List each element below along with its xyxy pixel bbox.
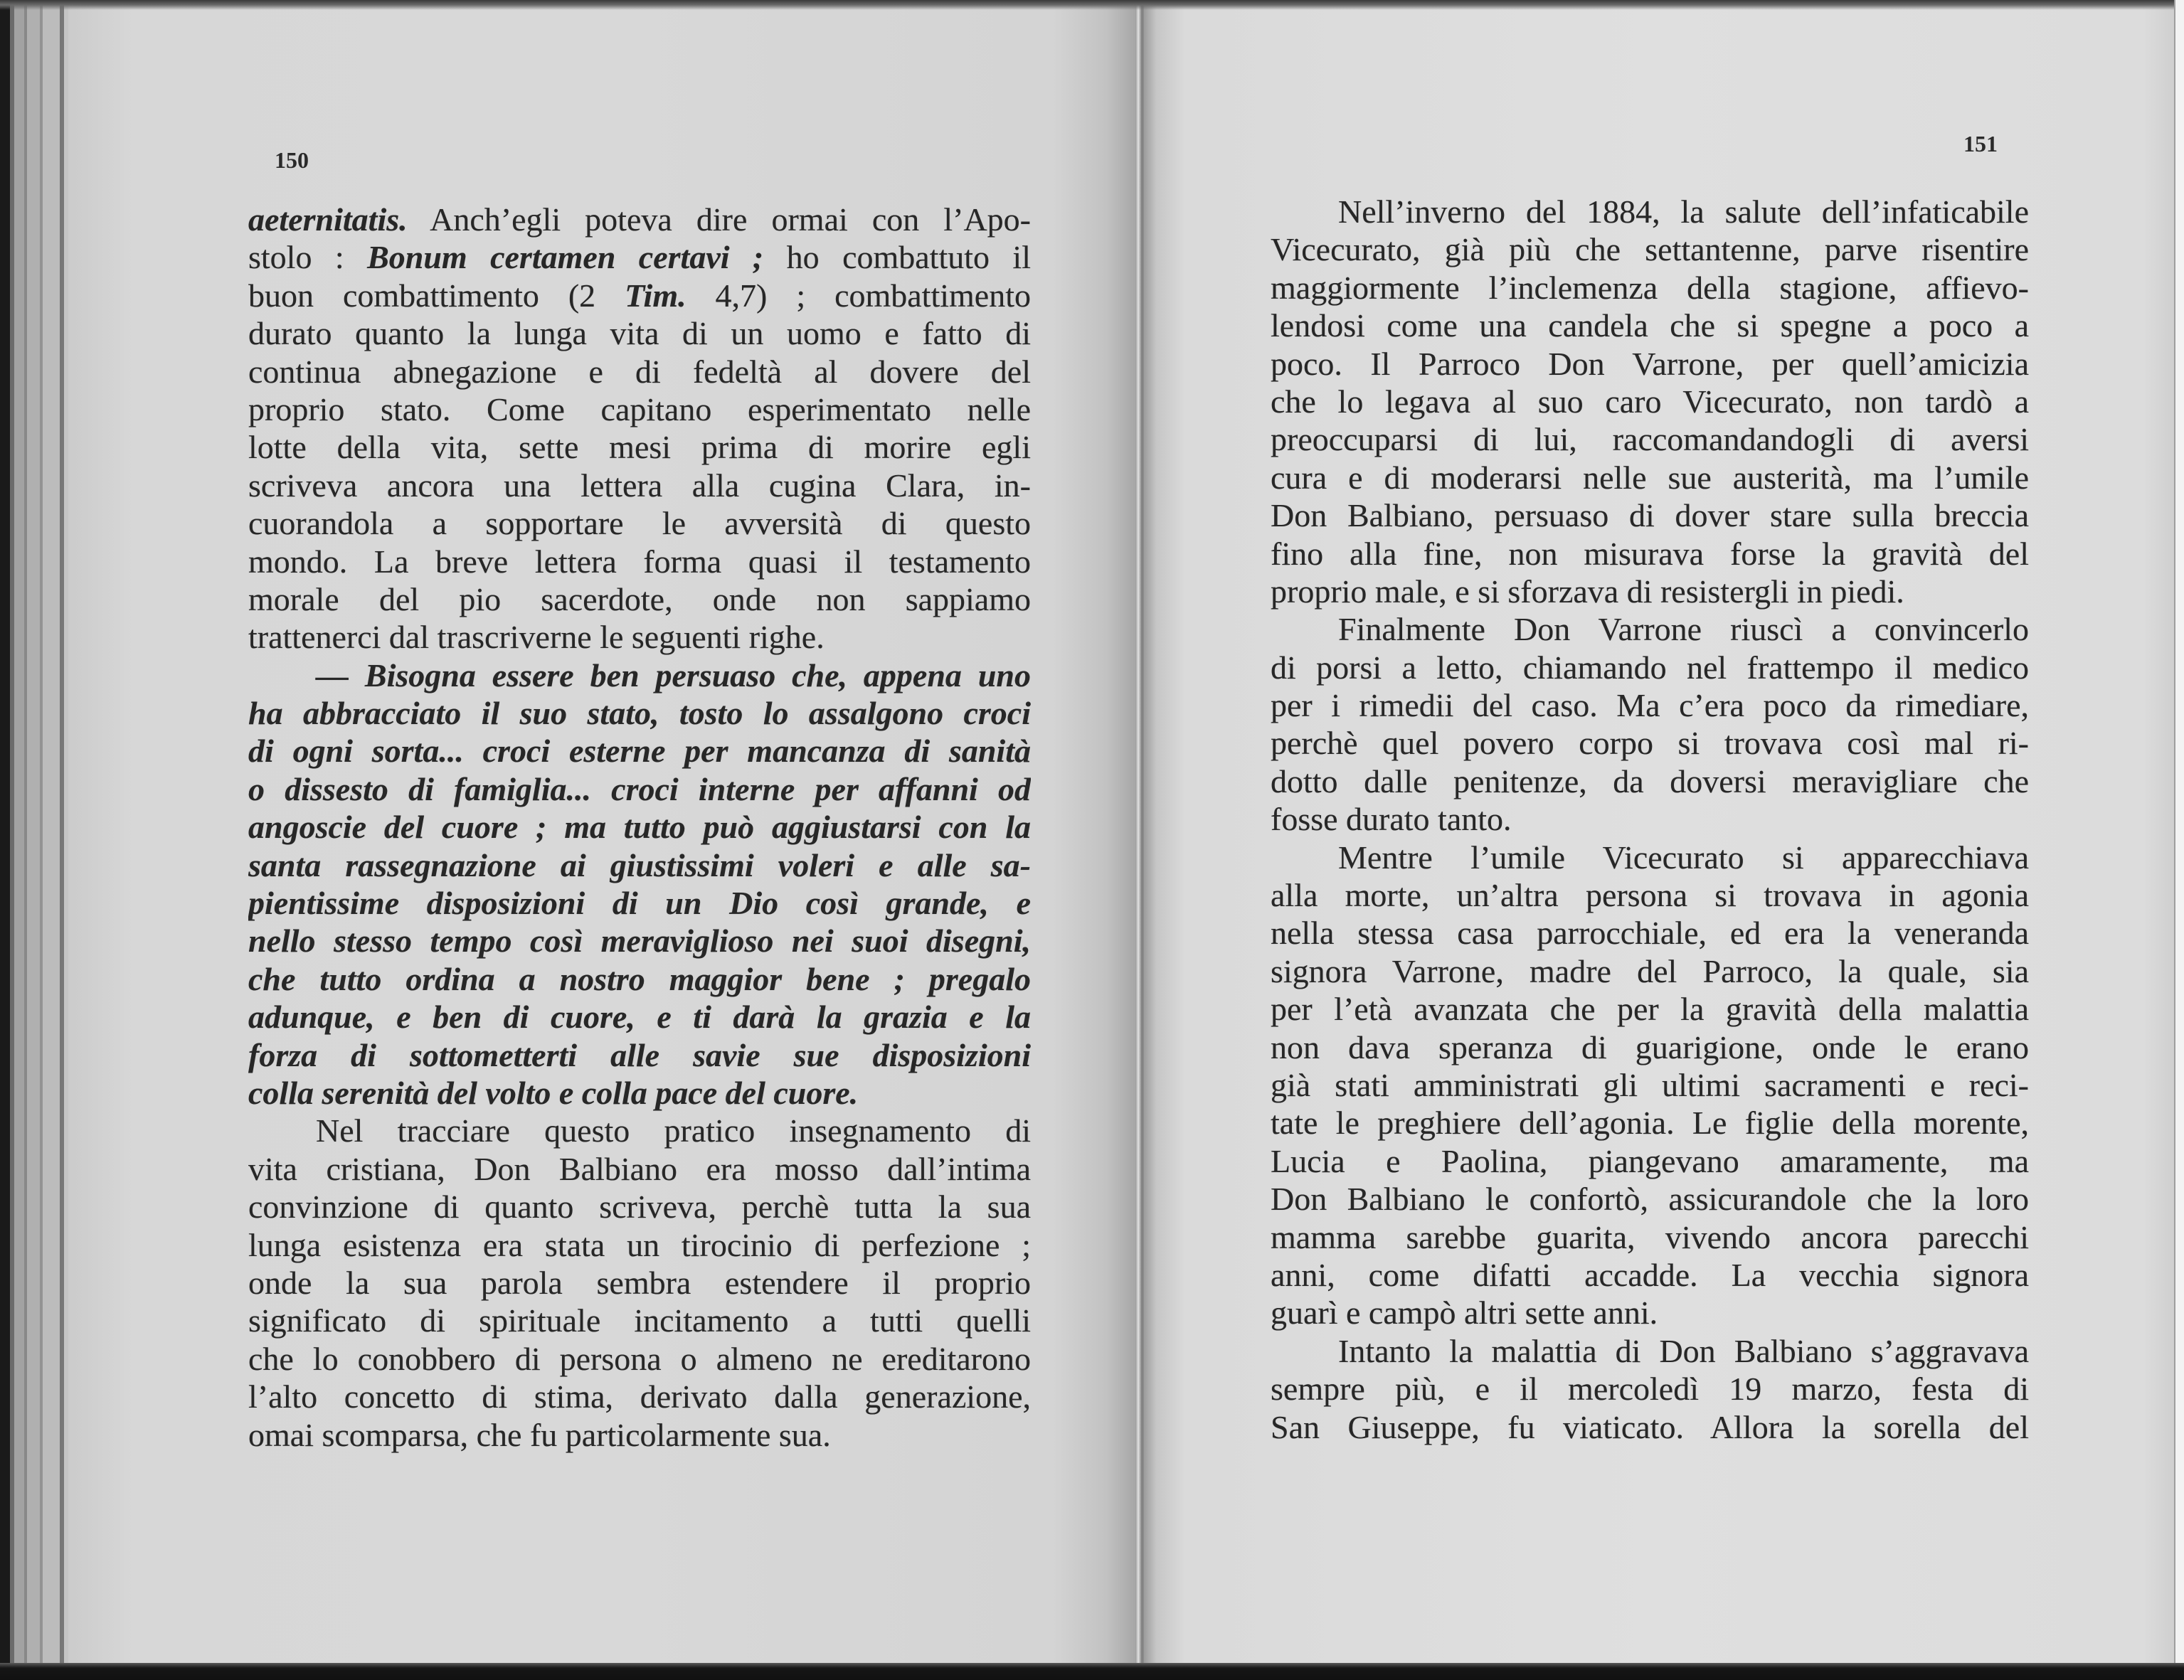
text-line: trattenerci dal trascriverne le seguenti righe. (248, 619, 825, 656)
text-line: sempre più, e il mercoledì 19 marzo, festa di (1271, 1371, 2029, 1408)
italic-text: Tim. (625, 277, 687, 314)
quote-line: angoscie del cuore ; ma tutto può aggiustarsi con la (248, 809, 1031, 846)
text-line: di porsi a letto, chiamando nel frattempo il medico (1271, 649, 2029, 686)
text-line: nella stessa casa parrocchiale, ed era la veneranda (1271, 915, 2029, 952)
text-line: durato quanto la lunga vita di un uomo e fatto di (248, 315, 1031, 352)
text-line: fosse durato tanto. (1271, 801, 1512, 838)
scan-right-margin (2174, 0, 2184, 1680)
text-line: perchè quel povero corpo si trovava così mal ri- (1271, 725, 2029, 762)
italic-text: Bonum certamen certavi ; (367, 239, 764, 276)
text-line: dotto dalle penitenze, da doversi meravigliare che (1271, 762, 2029, 799)
text-line: Finalmente Don Varrone riuscì a convincerlo (1338, 611, 2029, 648)
text-line: mondo. La breve lettera forma quasi il testamento (248, 543, 1031, 580)
text-line: Nel tracciare questo pratico insegnamento di (316, 1112, 1031, 1149)
left-page (68, 0, 1138, 1680)
text-segment: 4,7) ; combattimento (686, 277, 1031, 314)
text-line: anni, come difatti accadde. La vecchia signora (1271, 1256, 2029, 1293)
quote-line: santa rassegnazione ai giustissimi voleri e alle sa- (248, 846, 1031, 883)
text-line: Don Balbiano, persuaso di dover stare sulla breccia (1271, 497, 2029, 534)
text-line: convinzione di quanto scriveva, perchè tutta la sua (248, 1189, 1031, 1226)
text-line: Intanto la malattia di Don Balbiano s’aggravava (1338, 1332, 2029, 1369)
text-line (248, 238, 1031, 276)
text-line: San Giuseppe, fu viaticato. Allora la sorella del (1271, 1408, 2029, 1445)
text-line: Nell’inverno del 1884, la salute dell’infaticabile (1338, 193, 2029, 230)
book-page-edges (0, 0, 68, 1680)
quote-line: di ogni sorta... croci esterne per mancanza di sanità (248, 733, 1031, 770)
text-line: che lo conobbero di persona o almeno ne ereditarono (248, 1340, 1031, 1377)
text-line: fino alla fine, non misurava forse la gravità del (1271, 535, 2029, 572)
text-line: Lucia e Paolina, piangevano amaramente, ma (1271, 1142, 2029, 1179)
quote-line: pientissime disposizioni di un Dio così grande, e (248, 885, 1031, 922)
text-line: cuorandola a sopportare le avversità di questo (248, 505, 1031, 542)
right-page (1144, 0, 2174, 1680)
text-line: alla morte, un’altra persona si trovava in agonia (1271, 877, 2029, 914)
text-line: per i rimedii del caso. Ma c’era poco da rimediare, (1271, 687, 2029, 724)
text-segment: stolo : (248, 239, 368, 276)
text-line: non dava speranza di guarigione, onde le erano (1271, 1028, 2029, 1065)
text-line: per l’età avanzata che per la gravità della malattia (1271, 991, 2029, 1028)
scan-top-edge (0, 0, 2174, 10)
text-line: Mentre l’umile Vicecurato si apparecchiava (1338, 839, 2029, 876)
text-line: omai scomparsa, che fu particolarmente sua. (248, 1416, 831, 1453)
quote-line: forza di sottometterti alle savie sue disposizioni (248, 1036, 1031, 1073)
text-line: onde la sua parola sembra estendere il proprio (248, 1264, 1031, 1301)
text-segment: Anch’egli poteva dire ormai con l’Apo- (407, 201, 1031, 238)
quote-line: colla serenità del volto e colla pace del cuore. (248, 1074, 859, 1111)
text-line: proprio stato. Come capitano esperimentato nelle (248, 390, 1031, 427)
quote-line: nello stesso tempo così meraviglioso nei suoi disegni, (248, 923, 1031, 959)
text-segment: buon combattimento (2 (248, 277, 625, 314)
text-line (248, 277, 1031, 314)
text-line: che lo legava al suo caro Vicecurato, non tardò a (1271, 383, 2029, 420)
text-line: Don Balbiano le confortò, assicurandole che la loro (1271, 1181, 2029, 1218)
quote-line: — Bisogna essere ben persuaso che, appena uno (316, 656, 1031, 693)
text-line: morale del pio sacerdote, onde non sappiamo (248, 580, 1031, 617)
text-segment: ho combattuto il (763, 239, 1031, 276)
text-line: mamma sarebbe guarita, vivendo ancora parecchi (1271, 1218, 2029, 1255)
text-line: Vicecurato, già più che settantenne, parve risentire (1271, 231, 2029, 268)
quote-line: ha abbracciato il suo stato, tosto lo assalgono croci (248, 695, 1031, 732)
text-line: tate le preghiere dell’agonia. Le figlie della morente, (1271, 1105, 2029, 1142)
text-line: vita cristiana, Don Balbiano era mosso dall’intima (248, 1150, 1031, 1187)
text-line: poco. Il Parroco Don Varrone, per quell’amicizia (1271, 345, 2029, 382)
text-line: preoccuparsi di lui, raccomandandogli di aversi (1271, 421, 2029, 458)
scan-bottom-edge (0, 1663, 2184, 1680)
text-line: proprio male, e si sforzava di resistergli in piedi. (1271, 573, 1904, 610)
text-line: guarì e campò altri sette anni. (1271, 1294, 1658, 1331)
gutter-shadow (1135, 0, 1144, 1680)
text-line: significato di spirituale incitamento a tutti quelli (248, 1302, 1031, 1339)
quote-line: o dissesto di famiglia... croci interne per affanni od (248, 770, 1031, 807)
text-line: lunga esistenza era stata un tirocinio di perfezione ; (248, 1226, 1031, 1263)
italic-text: aeternitatis. (248, 201, 408, 238)
right-page-text (1271, 193, 2029, 1446)
page-number: 150 (275, 147, 309, 173)
text-line: l’alto concetto di stima, derivato dalla generazione, (248, 1378, 1031, 1415)
text-line: lendosi come una candela che si spegne a poco a (1271, 307, 2029, 344)
text-line: già stati amministrati gli ultimi sacramenti e reci- (1271, 1066, 2029, 1103)
left-page-text (248, 201, 1031, 1454)
page-number: 151 (1963, 131, 1998, 156)
quote-line: adunque, e ben di cuore, e ti darà la grazia e la (248, 999, 1031, 1036)
text-line: signora Varrone, madre del Parroco, la quale, sia (1271, 952, 2029, 989)
text-line: scriveva ancora una lettera alla cugina Clara, in- (248, 467, 1031, 504)
text-line (248, 201, 1031, 238)
text-line: maggiormente l’inclemenza della stagione, affievo- (1271, 269, 2029, 306)
text-line: continua abnegazione e di fedeltà al dovere del (248, 353, 1031, 390)
quote-line: che tutto ordina a nostro maggior bene ; pregalo (248, 960, 1031, 997)
text-line: cura e di moderarsi nelle sue austerità, ma l’umile (1271, 459, 2029, 496)
text-line: lotte della vita, sette mesi prima di morire egli (248, 429, 1031, 466)
